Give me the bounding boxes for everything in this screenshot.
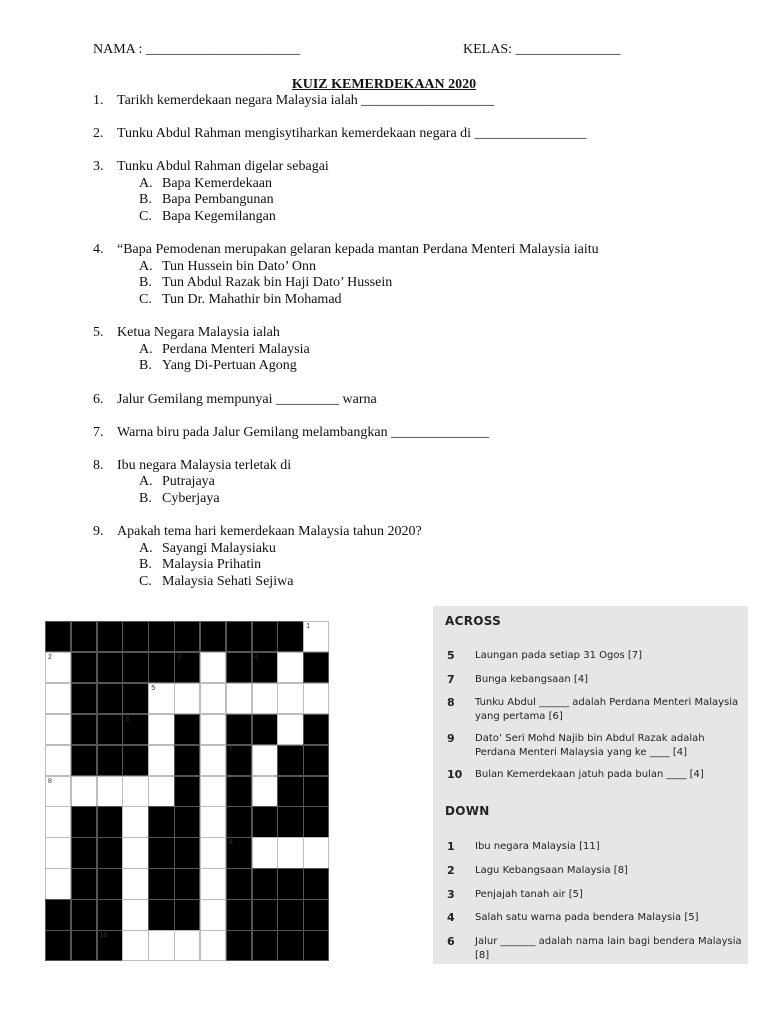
crossword-block [148,621,174,652]
crossword-block [71,837,97,868]
crossword-clue-number: 1 [306,623,311,630]
crossword-block [226,652,252,683]
crossword-block [252,806,278,837]
crossword-clue-number: 9 [228,839,233,847]
crossword-block [277,806,303,837]
crossword-block [71,806,97,837]
crossword-cell[interactable] [122,930,148,961]
crossword-block [45,899,71,930]
crossword-cell[interactable] [122,899,148,930]
crossword-cell[interactable] [45,683,71,714]
question-7: 7. Warna biru pada Jalur Gemilang melambangkan ______________ [93,425,490,440]
crossword-block [97,714,123,745]
crossword-cell[interactable] [252,837,278,868]
crossword-block [303,899,329,930]
crossword-cell[interactable] [252,776,278,807]
crossword-cell[interactable] [277,837,303,868]
question-3-option-b: B. Bapa Pembangunan [139,192,274,207]
crossword-block [277,868,303,899]
down-clue: 4 Salah satu warna pada bendera Malaysia [5] [447,911,699,924]
crossword-block [200,621,226,652]
crossword-block [148,868,174,899]
crossword-cell[interactable] [148,776,174,807]
crossword-cell[interactable] [200,868,226,899]
crossword-cell[interactable] [200,837,226,868]
question-4-option-c: C. Tun Dr. Mahathir bin Mohamad [139,292,342,307]
crossword-cell[interactable] [45,868,71,899]
crossword-clue-number: 6 [125,715,130,723]
crossword-block [303,868,329,899]
question-5-option-b: B. Yang Di-Pertuan Agong [139,358,297,373]
crossword-cell[interactable] [303,621,329,652]
crossword-block [226,899,252,930]
across-clue: 5 Laungan pada setiap 31 Ogos [7] [447,649,643,662]
crossword-block [122,714,148,745]
crossword-block [226,837,252,868]
crossword-block [303,714,329,745]
down-clue: 3 Penjajah tanah air [5] [447,888,583,901]
crossword-cell[interactable] [200,745,226,776]
crossword-cell[interactable] [148,683,174,714]
crossword-cell[interactable] [200,683,226,714]
crossword-cell[interactable] [122,837,148,868]
crossword-cell[interactable] [45,806,71,837]
name-field-label: NAMA : ______________________ [93,42,300,57]
crossword-block [226,806,252,837]
crossword-cell[interactable] [148,930,174,961]
crossword-cell[interactable] [71,776,97,807]
crossword-block [252,714,278,745]
crossword-clue-number: 2 [48,653,52,661]
crossword-cell[interactable] [45,837,71,868]
crossword-block [122,621,148,652]
crossword-block [45,621,71,652]
crossword-cell[interactable] [200,899,226,930]
crossword-grid [45,621,329,961]
crossword-cell[interactable] [148,745,174,776]
crossword-block [303,776,329,807]
crossword-block [122,683,148,714]
crossword-cell[interactable] [200,806,226,837]
crossword-cell[interactable] [122,806,148,837]
crossword-cell[interactable] [200,714,226,745]
crossword-block [303,806,329,837]
crossword-block [226,930,252,961]
question-9: 9. Apakah tema hari kemerdekaan Malaysia tahun 2020? [93,524,422,539]
crossword-clue-number: 7 [228,746,233,754]
crossword-block [71,745,97,776]
question-1: 1. Tarikh kemerdekaan negara Malaysia ialah ___________________ [93,93,495,108]
crossword-block [97,621,123,652]
question-4-option-a: A. Tun Hussein bin Dato’ Onn [139,259,317,274]
down-clue: 2 Lagu Kebangsaan Malaysia [8] [447,864,628,877]
across-clue: 8 Tunku Abdul ______ adalah Perdana Menteri Malaysia yang pertama [6] [447,696,739,722]
crossword-block [174,899,200,930]
crossword-block [97,899,123,930]
clues-panel [433,606,748,964]
crossword-cell[interactable] [122,868,148,899]
crossword-block [174,837,200,868]
down-clue: 6 Jalur _______ adalah nama lain bagi bendera Malaysia [8] [447,935,742,961]
question-3: 3. Tunku Abdul Rahman digelar sebagai [93,159,329,174]
crossword-block [71,683,97,714]
crossword-cell[interactable] [45,714,71,745]
crossword-block [97,930,123,961]
crossword-block [122,745,148,776]
crossword-clue-number: 4 [254,653,259,661]
crossword-block [303,745,329,776]
crossword-cell[interactable] [200,930,226,961]
crossword-block [148,652,174,683]
down-clue: 1 Ibu negara Malaysia [11] [447,840,600,853]
crossword-block [174,621,200,652]
crossword-block [71,621,97,652]
question-8-option-a: A. Putrajaya [139,474,215,489]
crossword-block [277,745,303,776]
crossword-block [277,899,303,930]
crossword-block [97,745,123,776]
crossword-cell[interactable] [277,714,303,745]
crossword-block [303,930,329,961]
question-4: 4. “Bapa Pemodenan merupakan gelaran kepada mantan Perdana Menteri Malaysia iaitu [93,242,599,257]
question-5: 5. Ketua Negara Malaysia ialah [93,325,280,340]
crossword-block [71,899,97,930]
crossword-block [226,621,252,652]
across-clue: 9 Dato’ Seri Mohd Najib bin Abdul Razak adalah Perdana Menteri Malaysia yang ke ____ [4] [447,732,705,758]
crossword-block [97,806,123,837]
crossword-block [71,714,97,745]
crossword-cell[interactable] [277,683,303,714]
crossword-cell[interactable] [303,683,329,714]
crossword-clue-number: 10 [99,932,108,940]
question-8-option-b: B. Cyberjaya [139,491,220,506]
crossword-clue-number: 3 [177,653,181,661]
crossword-cell[interactable] [148,714,174,745]
question-6: 6. Jalur Gemilang mempunyai _________ warna [93,392,377,407]
crossword-block [226,868,252,899]
crossword-block [97,837,123,868]
crossword-cell[interactable] [226,683,252,714]
crossword-cell[interactable] [174,930,200,961]
crossword-block [148,899,174,930]
across-heading: ACROSS [445,614,502,628]
question-9-option-b: B. Malaysia Prihatin [139,557,262,572]
crossword-cell[interactable] [122,776,148,807]
crossword-cell[interactable] [252,683,278,714]
crossword-cell[interactable] [200,652,226,683]
crossword-cell[interactable] [277,652,303,683]
crossword-cell[interactable] [45,745,71,776]
crossword-cell[interactable] [174,683,200,714]
question-8: 8. Ibu negara Malaysia terletak di [93,458,292,473]
crossword-cell[interactable] [45,776,71,807]
crossword-block [122,652,148,683]
crossword-cell[interactable] [45,652,71,683]
crossword-clue-number: 8 [48,777,52,785]
quiz-title: KUIZ KEMERDEKAAN 2020 [291,77,477,92]
crossword-block [277,930,303,961]
crossword-block [148,806,174,837]
crossword-block [226,714,252,745]
across-clue: 10 Bulan Kemerdekaan jatuh pada bulan ____ [4] [447,768,704,781]
crossword-block [174,714,200,745]
crossword-cell[interactable] [252,745,278,776]
crossword-block [252,868,278,899]
question-9-option-c: C. Malaysia Sehati Sejiwa [139,574,294,589]
question-2: 2. Tunku Abdul Rahman mengisytiharkan kemerdekaan negara di ________________ [93,126,587,141]
crossword-block [252,621,278,652]
crossword-block [252,652,278,683]
crossword-block [252,930,278,961]
crossword-block [226,745,252,776]
crossword-block [174,868,200,899]
crossword-block [174,806,200,837]
crossword-block [71,930,97,961]
crossword-block [97,683,123,714]
class-field-label: KELAS: _______________ [463,42,621,57]
crossword-block [226,776,252,807]
crossword-block [277,776,303,807]
crossword-block [252,899,278,930]
crossword-block [71,652,97,683]
crossword-cell[interactable] [303,837,329,868]
question-5-option-a: A. Perdana Menteri Malaysia [139,342,310,357]
crossword-block [97,652,123,683]
crossword-block [174,652,200,683]
crossword-block [97,868,123,899]
crossword-block [45,930,71,961]
down-heading: DOWN [445,804,490,818]
across-clue: 7 Bunga kebangsaan [4] [447,673,589,686]
crossword-block [71,868,97,899]
question-3-option-c: C. Bapa Kegemilangan [139,209,276,224]
question-9-option-a: A. Sayangi Malaysiaku [139,541,276,556]
crossword-block [303,652,329,683]
crossword-block [174,745,200,776]
crossword-cell[interactable] [97,776,123,807]
question-4-option-b: B. Tun Abdul Razak bin Haji Dato’ Hussein [139,275,393,290]
crossword-block [174,776,200,807]
crossword-block [148,837,174,868]
crossword-cell[interactable] [200,776,226,807]
crossword-clue-number: 5 [151,684,156,692]
question-3-option-a: A. Bapa Kemerdekaan [139,176,272,191]
crossword-block [277,621,303,652]
